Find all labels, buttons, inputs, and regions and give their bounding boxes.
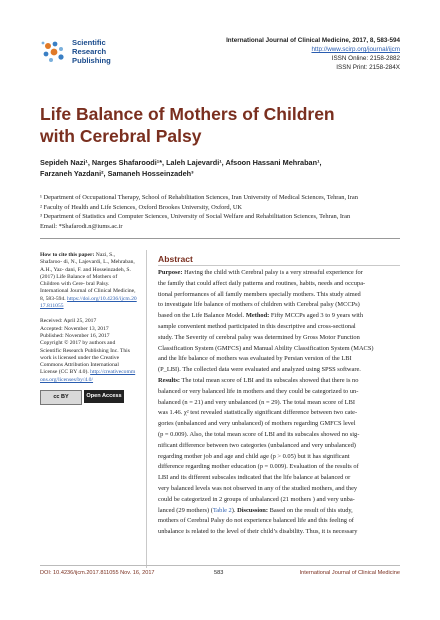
affiliations — [40, 193, 410, 222]
abstract-line: based on the Life Balance Model. Method: Fifty MCCPs aged 3 to 9 years with — [158, 312, 364, 320]
footer-doi: DOI: 10.4236/ijcm.2017.811055 Nov. 16, 2017 — [40, 570, 155, 576]
abstract-heading: Abstract — [158, 254, 193, 264]
abstract-line: gories (unbalanced and very unbalanced) of mothers regarding GMFCS level — [158, 420, 356, 428]
section-label: Purpose: — [158, 269, 183, 276]
abstract-line: LBI and its different subscales indicated that the life balance at balanced or — [158, 474, 351, 482]
abstract-line: unbalance is related to the level of their child’s disability. Thus, it is necessary — [158, 528, 358, 536]
abstract-line: tional performances of all family members specially mothers. This study aimed — [158, 290, 361, 298]
issn-online: ISSN Online: 2158-2882 — [331, 55, 400, 62]
journal-url-link[interactable]: http://www.scirp.org/journal/ijcm — [311, 46, 400, 53]
divider — [40, 238, 400, 239]
author-list: Sepideh Nazi¹, Narges Shafaroodi¹*, Laleh Lajevardi¹, Afsoon Hassani Mehraban¹, Farzaneh Yazdani², Samaneh Hosseinzadeh³ — [40, 158, 322, 178]
section-label: Method: — [245, 312, 270, 320]
publisher-name: Scientific Research Publishing — [72, 38, 111, 65]
abstract-line: (p = 0.009). Also, the total mean score of LBI and its subscales showed no sig- — [158, 430, 360, 438]
abstract-line: sample convenient method participated in this descriptive and cross-sectional — [158, 322, 356, 330]
column-divider — [146, 250, 147, 568]
abstract-line: could be categorized in 2 groups of unbalanced (21 mothers ) and very unba- — [158, 495, 355, 503]
abstract-line: and the life balance of mothers was evaluated by Persian version of the LBI — [158, 355, 352, 363]
article-title: Life Balance of Mothers of Children with Cerebral Palsy — [40, 104, 335, 146]
abstract-line: the family that could affect daily patterns and routines, habits, needs and occupa- — [158, 279, 366, 287]
citation-lead: How to cite this paper: — [40, 252, 95, 258]
journal-info — [226, 36, 400, 72]
abstract-line: mothers of Cerebral Palsy do not experience balanced life and this feeling of — [158, 517, 354, 525]
section-label: Results: — [158, 376, 181, 384]
section-label: Discussion: — [237, 506, 268, 514]
issn-print: ISSN Print: 2158-284X — [336, 64, 400, 71]
abstract-line: balanced (n = 21) and very unbalanced (n = 29). The total mean score of LBI — [158, 398, 355, 406]
article-sidebar — [40, 252, 137, 404]
abstract-divider — [158, 265, 400, 266]
footer-journal: International Journal of Clinical Medicine — [299, 570, 400, 576]
license-block: Copyright © 2017 by authors and Scientific Research Publishing Inc. This work is licensed under the Creative Commons Attribution International License (CC BY 4.0). http://creativecommons.org/licenses/by/4.0/ — [40, 340, 136, 383]
license-link[interactable]: http://creativecommons.org/licenses/by/4.0/ — [40, 369, 136, 383]
affiliation-3: ³ Department of Statistics and Computer Sciences, University of Social Welfare and Rehabilitation Sciences, Tehran, Iran — [40, 213, 351, 221]
abstract-line: Results: The total mean score of LBI and its subscales showed that there is no — [158, 376, 359, 384]
abstract-line: difference regarding mother education (p = 0.009). Evaluation of the results of — [158, 463, 359, 471]
corresponding-email: Email: *Shafarodi.n@iums.ac.ir — [40, 223, 123, 230]
abstract-line: nificant difference between two categories (unbalanced and very unbalanced) — [158, 441, 356, 449]
citation-doi-link[interactable]: https://doi.org/10.4236/ijcm.2017.811055 — [40, 295, 137, 310]
table-reference-link[interactable]: Table 2 — [212, 506, 232, 514]
open-access-badge: Open Access — [84, 390, 124, 403]
received-date: Received: April 25, 2017 — [40, 318, 97, 325]
affiliation-1: ¹ Department of Occupational Therapy, School of Rehabilitation Sciences, Iran University of Medical Sciences, Tehran, Iran — [40, 194, 358, 201]
publisher-logo — [40, 38, 170, 68]
page-number: 583 — [214, 570, 224, 576]
affiliation-2: ² Faculty of Health and Life Sciences, Oxford Brookes University, Oxford, UK — [40, 203, 243, 211]
license-badges — [40, 390, 137, 404]
abstract-line: (P_LBI). The collected data were evaluated and analyzed using SPSS software. — [158, 366, 361, 374]
accepted-date: Accepted: November 13, 2017 — [40, 325, 109, 332]
abstract-line: study. The Severity of cerebral palsy was determined by Gross Motor Function — [158, 333, 360, 341]
cc-by-icon[interactable]: cc BY — [40, 390, 82, 405]
citation-block: How to cite this paper: Nazi, S., Shafaroo- di, N., Lajevardi, L., Mehraban, A.H., Yaz- dani, F. and Hosseinzadeh, S. (2017) Life Balance of Mothers of Children with Cere- bral Palsy. International Journal of Clinical Medicine, 8, 583-594. https://doi.org/10.4236/ijcm.2017.811055 — [40, 252, 137, 310]
footer-divider — [40, 565, 400, 566]
abstract-line: was 1.46. χ² test revealed statistically significant difference between two cate- — [158, 409, 358, 417]
abstract-line: lanced (29 mothers) (Table 2). Discussion: Based on the result of this study, — [158, 506, 353, 514]
abstract-body — [158, 268, 402, 538]
journal-citation-line: International Journal of Clinical Medicine, 2017, 8, 583-594 — [226, 37, 400, 44]
abstract-line: regarding mother job and age and child age (p > 0.05) but it has significant — [158, 452, 350, 460]
abstract-line: very balanced levels was not observed in any of the studied mothers, and they — [158, 484, 358, 492]
scirp-logo-icon — [40, 38, 68, 66]
abstract-line: balanced or very balanced life in mothers and they could be categorized to un- — [158, 387, 359, 395]
published-date: Published: November 16, 2017 — [40, 332, 110, 339]
abstract-line: Purpose: Having the child with Cerebral palsy is a very stressful experience for — [158, 269, 363, 276]
abstract-line: to investigate life balance of mothers of children with Cerebral palsy (MCCPs) — [158, 301, 360, 309]
publication-history — [40, 318, 137, 340]
abstract-line: Classification System (GMFCS) and Manual Ability Classification System (MACS) — [158, 344, 374, 352]
